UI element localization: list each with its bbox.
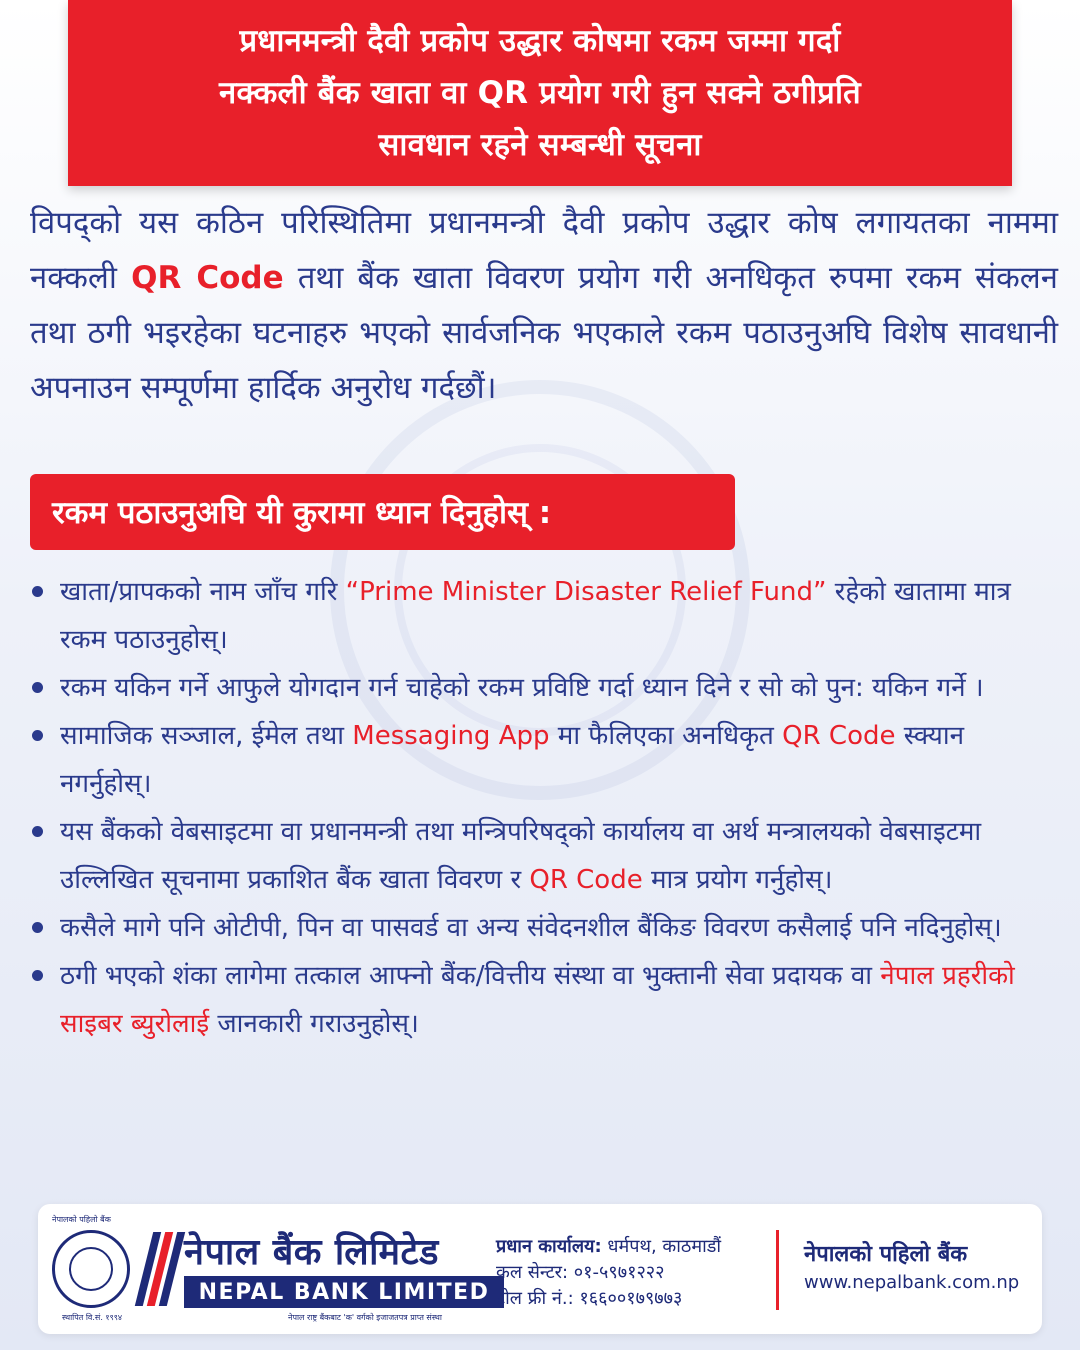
- bullet-3-pre: सामाजिक सञ्जाल, ईमेल तथा: [60, 721, 344, 751]
- bullet-icon: [32, 586, 43, 597]
- list-item: [28, 712, 1058, 808]
- title-line-2: नक्कली बैंक खाता वा QR प्रयोग गरी हुन सक्ने ठगीप्रति: [219, 75, 861, 111]
- title-banner: [68, 0, 1012, 186]
- bullet-1-fund-name: “Prime Minister Disaster Relief Fund”: [345, 577, 827, 607]
- bullet-3-mid: मा फैलिएका अनधिकृत: [557, 721, 774, 751]
- footer-bar: [38, 1204, 1042, 1334]
- intro-qr-highlight: QR Code: [131, 260, 284, 296]
- caution-subheading: रकम पठाउनुअघि यी कुरामा ध्यान दिनुहोस् :: [30, 474, 735, 550]
- bullet-5-text: कसैले मागे पनि ओटीपी, पिन वा पासवर्ड वा अन्य संवेदनशील बैंकिङ विवरण कसैलाई पनि नदिनुहोस्।: [60, 913, 1002, 943]
- bullet-2-text: रकम यकिन गर्ने आफुले योगदान गर्न चाहेको रकम प्रविष्टि गर्दा ध्यान दिने र सो को पुन: यकिन गर्ने ।: [60, 673, 984, 703]
- bullet-icon: [32, 826, 43, 837]
- list-item: [28, 808, 1058, 904]
- toll-free: टोल फ्री नं.: १६६००१७९७७३: [496, 1288, 683, 1309]
- list-item: [28, 568, 1058, 664]
- bank-seal-logo: [52, 1230, 130, 1308]
- bullet-6-cyber-bureau: नेपाल प्रहरीको साइबर ब्युरोलाई: [60, 961, 1015, 1039]
- head-office-label: प्रधान कार्यालय:: [496, 1236, 602, 1257]
- bullet-4-pre: यस बैंकको वेबसाइटमा वा प्रधानमन्त्री तथा मन्त्रिपरिषद्को कार्यालय वा अर्थ मन्त्रालयको वेबसाइटमा उल्लिखित सूचनामा प्रकाशित बैंक खाता विवरण र: [60, 817, 982, 895]
- logo-bottom-text: स्थापित वि.सं. १९९४: [62, 1313, 123, 1322]
- logo-top-text: नेपालको पहिलो बैंक: [52, 1215, 111, 1224]
- contact-info: [496, 1234, 721, 1312]
- bullet-icon: [32, 730, 43, 741]
- bullet-icon: [32, 922, 43, 933]
- bullet-6-post: जानकारी गराउनुहोस्।: [217, 1009, 419, 1039]
- list-item: [28, 904, 1058, 952]
- title-line-3: सावधान रहने सम्बन्धी सूचना: [378, 127, 702, 163]
- bullet-3-post: स्क्यान नगर्नुहोस्।: [60, 721, 965, 799]
- intro-text-2: तथा बैंक खाता विवरण प्रयोग गरी अनधिकृत रुपमा रकम संकलन तथा ठगी भइरहेका घटनाहरु भएको सार्वजनिक भएकाले रकम पठाउनुअघि विशेष सावधानी अपनाउन सम्पूर्णमा हार्दिक अनुरोध गर्दछौं।: [30, 260, 1058, 406]
- intro-paragraph: [30, 196, 1058, 416]
- bullet-1-pre: खाता/प्रापकको नाम जाँच गरि: [60, 577, 338, 607]
- bullet-1-post: रहेको खातामा मात्र रकम पठाउनुहोस्।: [60, 577, 1011, 655]
- bullet-icon: [32, 970, 43, 981]
- brand-license-tagline: नेपाल राष्ट्र बैंकबाट 'क' वर्गको इजाजतपत्र प्राप्त संस्था: [288, 1313, 442, 1322]
- bullet-4-qr-code: QR Code: [529, 865, 643, 895]
- bullet-3-messaging-app: Messaging App: [352, 721, 550, 751]
- footer-divider: [776, 1230, 779, 1310]
- list-item: [28, 952, 1058, 1048]
- call-center: कल सेन्टर: ०१-५९७१२२२: [496, 1262, 665, 1283]
- head-office-value: धर्मपथ, काठमाडौं: [607, 1236, 722, 1257]
- website-link[interactable]: www.nepalbank.com.np: [804, 1272, 1020, 1293]
- title-line-1: प्रधानमन्त्री दैवी प्रकोप उद्धार कोषमा रकम जम्मा गर्दा: [239, 23, 841, 59]
- head-office: [496, 1234, 721, 1260]
- footer-tagline: नेपालको पहिलो बैंक: [804, 1242, 968, 1267]
- list-item: [28, 664, 1058, 712]
- brand-stripes-icon: [138, 1232, 178, 1306]
- bullet-6-pre: ठगी भएको शंका लागेमा तत्काल आफ्नो बैंक/वित्तीय संस्था वा भुक्तानी सेवा प्रदायक वा: [60, 961, 873, 991]
- bullet-4-post: मात्र प्रयोग गर्नुहोस्।: [650, 865, 833, 895]
- bullet-3-qr-code: QR Code: [782, 721, 896, 751]
- bullet-icon: [32, 682, 43, 693]
- intro-text-1: विपद्को यस कठिन परिस्थितिमा प्रधानमन्त्री दैवी प्रकोप उद्धार कोष लगायतका नाममा नक्कली: [30, 205, 1058, 296]
- caution-list: [28, 568, 1058, 1048]
- brand-name-nepali: नेपाल बैंक लिमिटेड: [184, 1232, 439, 1273]
- brand-name-english: NEPAL BANK LIMITED: [184, 1276, 504, 1308]
